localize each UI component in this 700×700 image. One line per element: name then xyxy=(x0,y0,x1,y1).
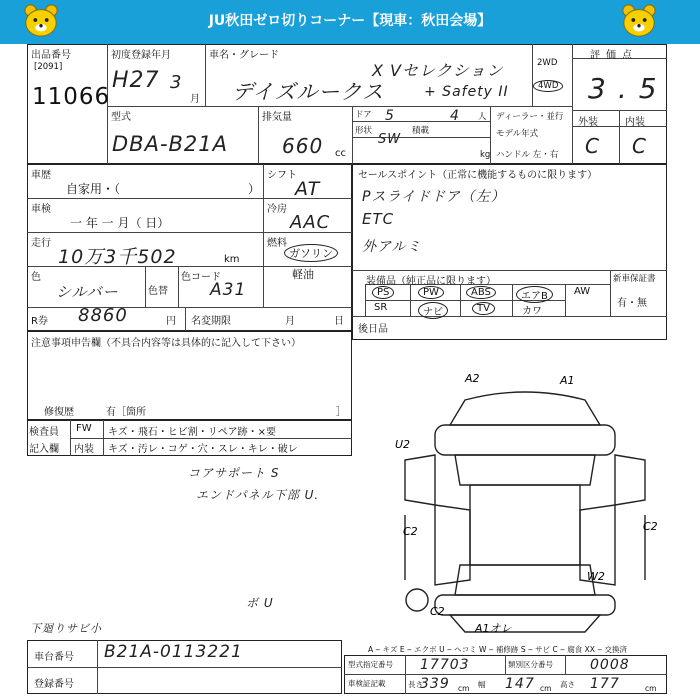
warranty-label: 新車保証書 xyxy=(613,274,656,284)
sales-points-label: セールスポイント（正常に機能するものに限ります） xyxy=(358,170,598,181)
car-option: + Safety II xyxy=(424,84,509,100)
length-unit: cm xyxy=(458,684,470,693)
drive-4wd: 4WD xyxy=(533,80,563,92)
color-value: シルバー xyxy=(56,283,119,301)
equipment-sr: SR xyxy=(374,302,388,313)
hood xyxy=(435,425,615,455)
equipment-abs: ABS xyxy=(466,286,496,299)
spare-tire xyxy=(406,589,428,611)
equipment-ps: PS xyxy=(372,286,394,299)
seats-value: 4 xyxy=(450,108,460,124)
car-name: デイズルークス xyxy=(232,80,385,104)
header-title: JU秋田ゼロ切りコーナー【現車：秋田会場】 xyxy=(208,13,492,29)
first-reg-era: H xyxy=(112,68,130,93)
sales-point-1: Pスライドドア（左） xyxy=(362,189,506,205)
usage-value: 自家用・（ xyxy=(66,182,121,196)
class-number-value: 0008 xyxy=(590,657,630,673)
lot-label: 出品番号 xyxy=(31,50,71,61)
repair-value: 有［箇所 xyxy=(106,407,146,418)
displacement-value: 660 xyxy=(282,134,324,158)
exterior-label: 外装 xyxy=(578,117,598,128)
mark-c2-left: C2 xyxy=(403,525,418,538)
mark-a1: A1 xyxy=(560,374,575,387)
tailgate xyxy=(435,595,615,615)
sales-point-2: ETC xyxy=(362,210,395,228)
repair-close: ］ xyxy=(336,407,346,418)
recycle-unit: 円 xyxy=(166,316,176,327)
shift-label: シフト xyxy=(267,170,297,181)
right-front-fender xyxy=(615,455,645,505)
fw-label: FW xyxy=(76,423,92,434)
mileage-label: 走行 xyxy=(31,238,51,249)
equipment-aw: AW xyxy=(574,286,591,297)
color-label: 色 xyxy=(31,272,41,283)
capacity-unit: kg xyxy=(480,150,491,160)
color-tone-label: 色替 xyxy=(148,286,168,297)
equipment-navi: ナビ xyxy=(418,302,448,319)
equipment-airbag: エアB xyxy=(516,286,553,303)
inspector-label-1: 検査員 xyxy=(29,427,59,438)
recycle-value: 8860 xyxy=(78,305,128,326)
score-label: 評価点 xyxy=(590,50,638,61)
interior-label: 内装 xyxy=(625,117,645,128)
first-reg-year: 27 xyxy=(129,68,160,93)
car-name-label: 車名・グレード xyxy=(209,50,279,61)
handwritten-note-1: コアサポート S xyxy=(188,466,280,480)
fuel-gas: ガソリン xyxy=(284,244,338,262)
left-doors xyxy=(435,505,470,585)
transfer-day: 日 xyxy=(334,316,344,327)
height-unit: cm xyxy=(645,684,657,693)
capacity-label: 積載 xyxy=(412,126,430,136)
equipment-leather: カワ xyxy=(522,306,542,317)
mileage-unit: km xyxy=(224,254,240,265)
score-value: 3.5 xyxy=(588,72,669,105)
first-reg-month-unit: 月 xyxy=(190,94,200,105)
transfer-month: 月 xyxy=(285,316,295,327)
warranty-value: 有・無 xyxy=(617,298,647,309)
interior-entry-label: 内装 xyxy=(74,444,94,455)
notes-label: 注意事項申告欄（不具合内容等は具体的に記入して下さい） xyxy=(31,338,301,349)
mark-a1-ore: A1オレ xyxy=(475,622,512,635)
handle-label: ハンドル 左・右 xyxy=(496,150,559,160)
equipment-label: 装備品（純正品に限ります） xyxy=(366,276,496,287)
after-parts-label: 後日品 xyxy=(358,324,388,335)
inspection-value: 一 年 一 月（ 日） xyxy=(70,216,170,230)
recycle-label: R券 xyxy=(31,316,48,327)
length-label: 長さ xyxy=(408,680,423,689)
lot-sub: [2091] xyxy=(34,62,63,72)
first-reg-label: 初度登録年月 xyxy=(111,50,171,61)
displacement-unit: cc xyxy=(335,148,346,159)
mark-u2: U2 xyxy=(395,438,411,451)
damage-legend: A ‒ キズ E ‒ エクボ U ‒ ヘコミ W ‒ 補修跡 S ‒ サビ C ‒ 腐食 XX ‒ 交換済 xyxy=(368,645,627,654)
mark-c2-spare: C2 xyxy=(430,605,445,618)
fuel-label: 燃料 xyxy=(267,238,287,249)
mileage-value: 10万3千502 xyxy=(58,246,177,268)
length-value: 339 xyxy=(420,676,450,692)
shape-value: SW xyxy=(378,132,402,147)
inspector-label-2: 記入欄 xyxy=(29,444,59,455)
usage-close: ） xyxy=(248,182,261,196)
aircon-value: AAC xyxy=(290,212,331,233)
handwritten-note-2: エンドパネル下部 U. xyxy=(196,488,320,502)
drive-2wd: 2WD xyxy=(537,58,558,68)
shift-value: AT xyxy=(295,178,321,200)
color-code-label: 色コード xyxy=(181,272,221,283)
handwritten-note-4: 下廻りサビ小 xyxy=(30,622,102,635)
windshield xyxy=(455,455,595,485)
mark-w2: W2 xyxy=(587,570,605,583)
chassis-label: 車台番号 xyxy=(34,652,74,663)
height-label: 高さ xyxy=(560,680,575,689)
seats-unit: 人 xyxy=(478,112,487,122)
type-designation-label: 型式指定番号 xyxy=(348,660,393,669)
model-year-label: モデル年式 xyxy=(496,129,539,139)
color-code: A31 xyxy=(210,280,247,300)
doors-value: 5 xyxy=(385,108,395,124)
equipment-pw: PW xyxy=(418,286,444,299)
shape-label: 形状 xyxy=(355,126,373,136)
bear-mascot-icon xyxy=(22,3,60,39)
transfer-label: 名変期限 xyxy=(191,316,231,327)
bear-mascot-icon xyxy=(620,3,658,39)
roof xyxy=(470,485,580,565)
fw-items: キズ・飛石・ヒビ割・リペア跡・×要 xyxy=(108,427,276,438)
reg-number-label: 登録番号 xyxy=(34,679,74,690)
usage-label: 車歴 xyxy=(31,170,51,181)
dealer-label: ディーラー・並行 xyxy=(496,112,564,122)
model-value: DBA-B21A xyxy=(112,132,229,156)
fuel-diesel: 軽油 xyxy=(292,268,314,281)
handwritten-note-3: ボ U xyxy=(246,596,274,610)
width-label: 幅 xyxy=(478,680,486,689)
width-unit: cm xyxy=(540,684,552,693)
interior-entry-items: キズ・汚レ・コゲ・穴・スレ・キレ・破レ xyxy=(108,444,298,455)
model-label: 型式 xyxy=(111,112,131,123)
width-value: 147 xyxy=(505,676,535,692)
equipment-tv: TV xyxy=(472,302,495,315)
doors-label: ドア xyxy=(355,110,372,120)
class-number-label: 類別区分番号 xyxy=(508,660,553,669)
front-bumper xyxy=(450,392,600,425)
exterior-score: C xyxy=(585,134,600,158)
chassis-value: B21A-0113221 xyxy=(104,642,243,662)
inspection-label: 車検 xyxy=(31,204,51,215)
dims-label: 車検証記載 xyxy=(348,679,386,688)
type-designation-value: 17703 xyxy=(420,657,470,673)
rear-bumper xyxy=(450,615,600,632)
displacement-label: 排気量 xyxy=(262,112,292,123)
first-reg-month: 3 xyxy=(170,72,183,93)
repair-label: 修復歴 xyxy=(44,407,74,418)
car-grade: X Vセレクション xyxy=(372,61,504,80)
aircon-label: 冷房 xyxy=(267,204,287,215)
interior-score: C xyxy=(632,134,647,158)
sales-point-3: 外アルミ xyxy=(362,239,422,255)
lot-number: 11066 xyxy=(32,84,111,110)
left-front-fender xyxy=(405,455,435,505)
mark-c2-right: C2 xyxy=(643,520,658,533)
car-damage-diagram xyxy=(395,370,658,640)
rear-glass xyxy=(455,565,595,595)
mark-a2: A2 xyxy=(465,372,480,385)
height-value: 177 xyxy=(590,676,620,692)
